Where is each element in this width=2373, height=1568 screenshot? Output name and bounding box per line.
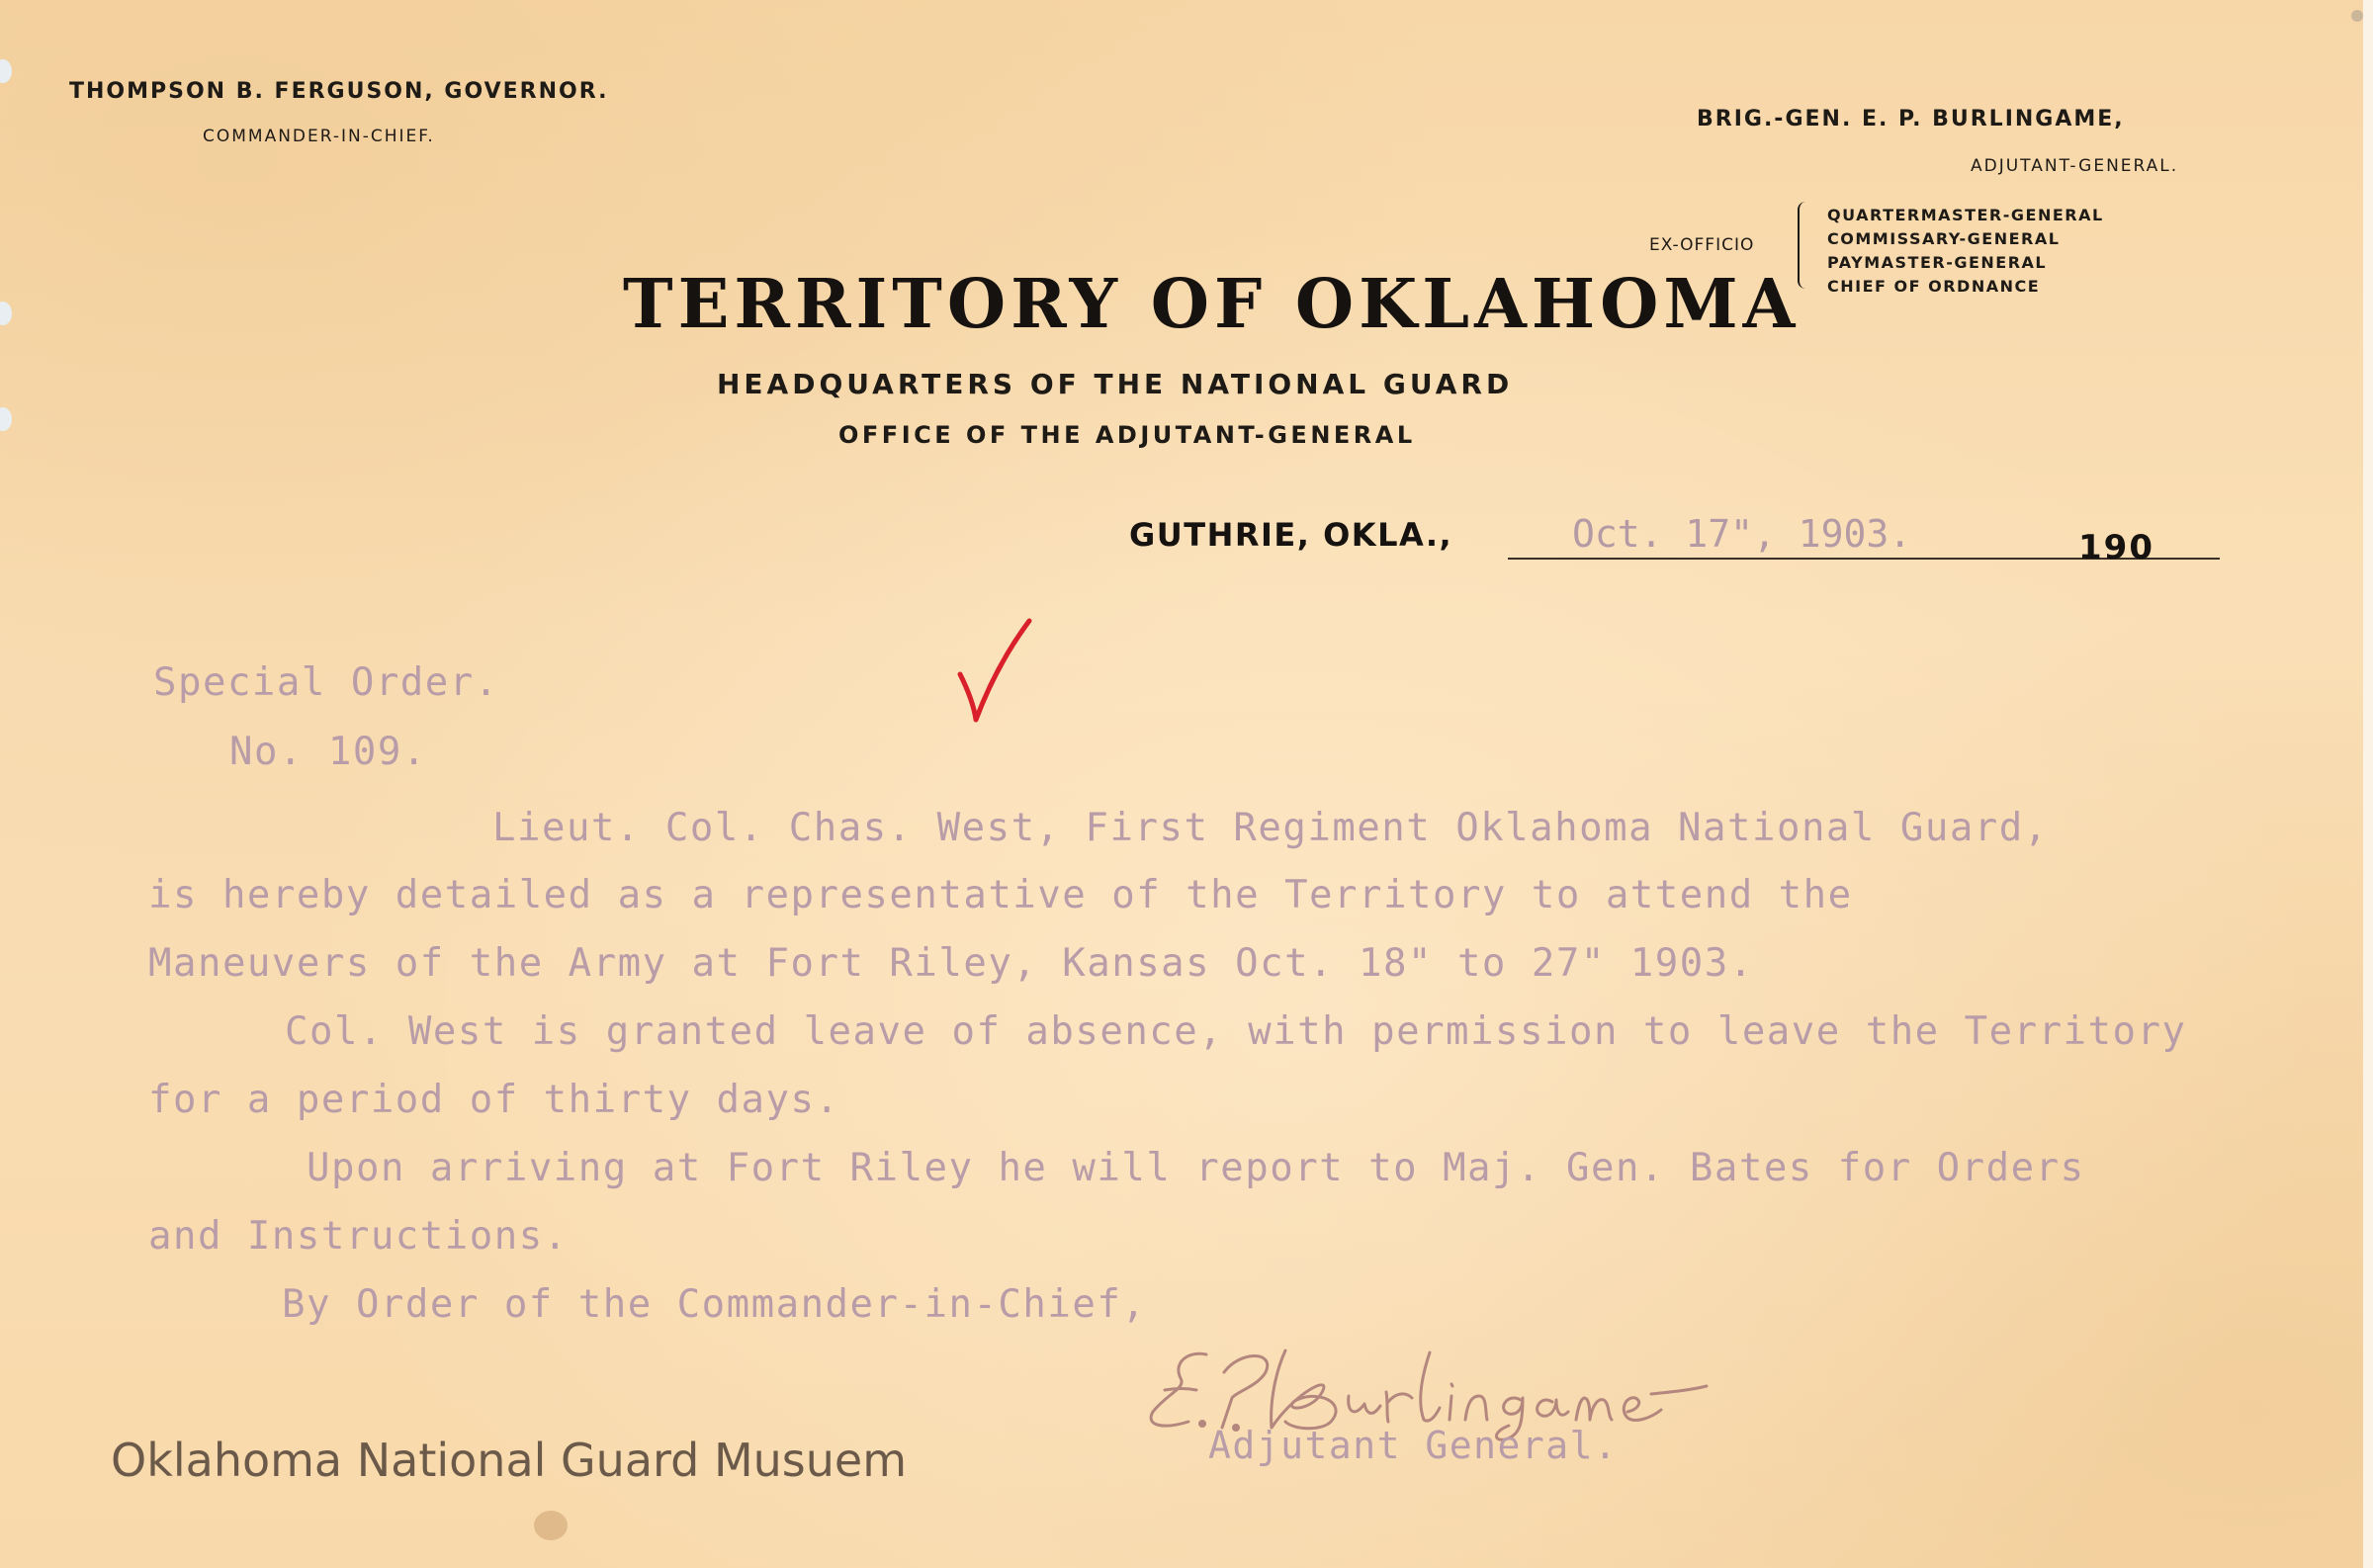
adjutant-name: BRIG.-GEN. E. P. BURLINGAME, <box>1697 107 2125 131</box>
order-line: Maneuvers of the Army at Fort Riley, Kansas Oct. 18" to 27" 1903. <box>148 941 1754 986</box>
order-line: Col. West is granted leave of absence, with permission to leave the Territory <box>285 1009 2187 1054</box>
letterhead-subtitle: HEADQUARTERS OF THE NATIONAL GUARD <box>717 368 1514 400</box>
governor-title: COMMANDER-IN-CHIEF. <box>203 127 435 146</box>
order-heading: Special Order. <box>153 660 499 705</box>
order-line: Upon arriving at Fort Riley he will report to Maj. Gen. Bates for Orders <box>307 1146 2085 1190</box>
ex-officio-label: EX-OFFICIO <box>1649 235 1755 255</box>
order-number: No. 109. <box>229 730 427 774</box>
stain-spot <box>534 1511 568 1540</box>
museum-watermark: Oklahoma National Guard Musuem <box>111 1434 908 1487</box>
signature-title: Adjutant General. <box>1208 1424 1619 1467</box>
ex-officio-roles <box>1827 204 2104 299</box>
stain-spot <box>2351 10 2363 22</box>
place-line: GUTHRIE, OKLA., <box>1129 516 1453 554</box>
adjutant-title: ADJUTANT-GENERAL. <box>1971 156 2179 176</box>
order-line: Lieut. Col. Chas. West, First Regiment Oklahoma National Guard, <box>492 806 2049 850</box>
ex-officio-role: QUARTERMASTER-GENERAL <box>1827 206 2104 224</box>
order-line: is hereby detailed as a representative of the Territory to attend the <box>148 873 1853 917</box>
order-line: By Order of the Commander-in-Chief, <box>282 1282 1147 1327</box>
ex-officio-role: PAYMASTER-GENERAL <box>1827 253 2048 272</box>
order-line: for a period of thirty days. <box>148 1078 840 1122</box>
order-date: Oct. 17", 1903. <box>1572 512 1912 556</box>
punch-hole <box>0 407 12 431</box>
ex-officio-role: COMMISSARY-GENERAL <box>1827 229 2061 248</box>
letterhead-title: TERRITORY OF OKLAHOMA <box>623 265 1801 344</box>
governor-name: THOMPSON B. FERGUSON, GOVERNOR. <box>69 79 609 104</box>
page-edge <box>2363 0 2373 1568</box>
ex-officio-role: CHIEF OF ORDNANCE <box>1827 277 2041 296</box>
check-mark-icon <box>954 613 1033 727</box>
punch-hole <box>0 302 12 325</box>
order-line: and Instructions. <box>148 1214 569 1259</box>
year-prefix: 190 <box>2078 528 2154 567</box>
punch-hole <box>0 59 12 83</box>
letterhead-office: OFFICE OF THE ADJUTANT-GENERAL <box>838 421 1416 449</box>
